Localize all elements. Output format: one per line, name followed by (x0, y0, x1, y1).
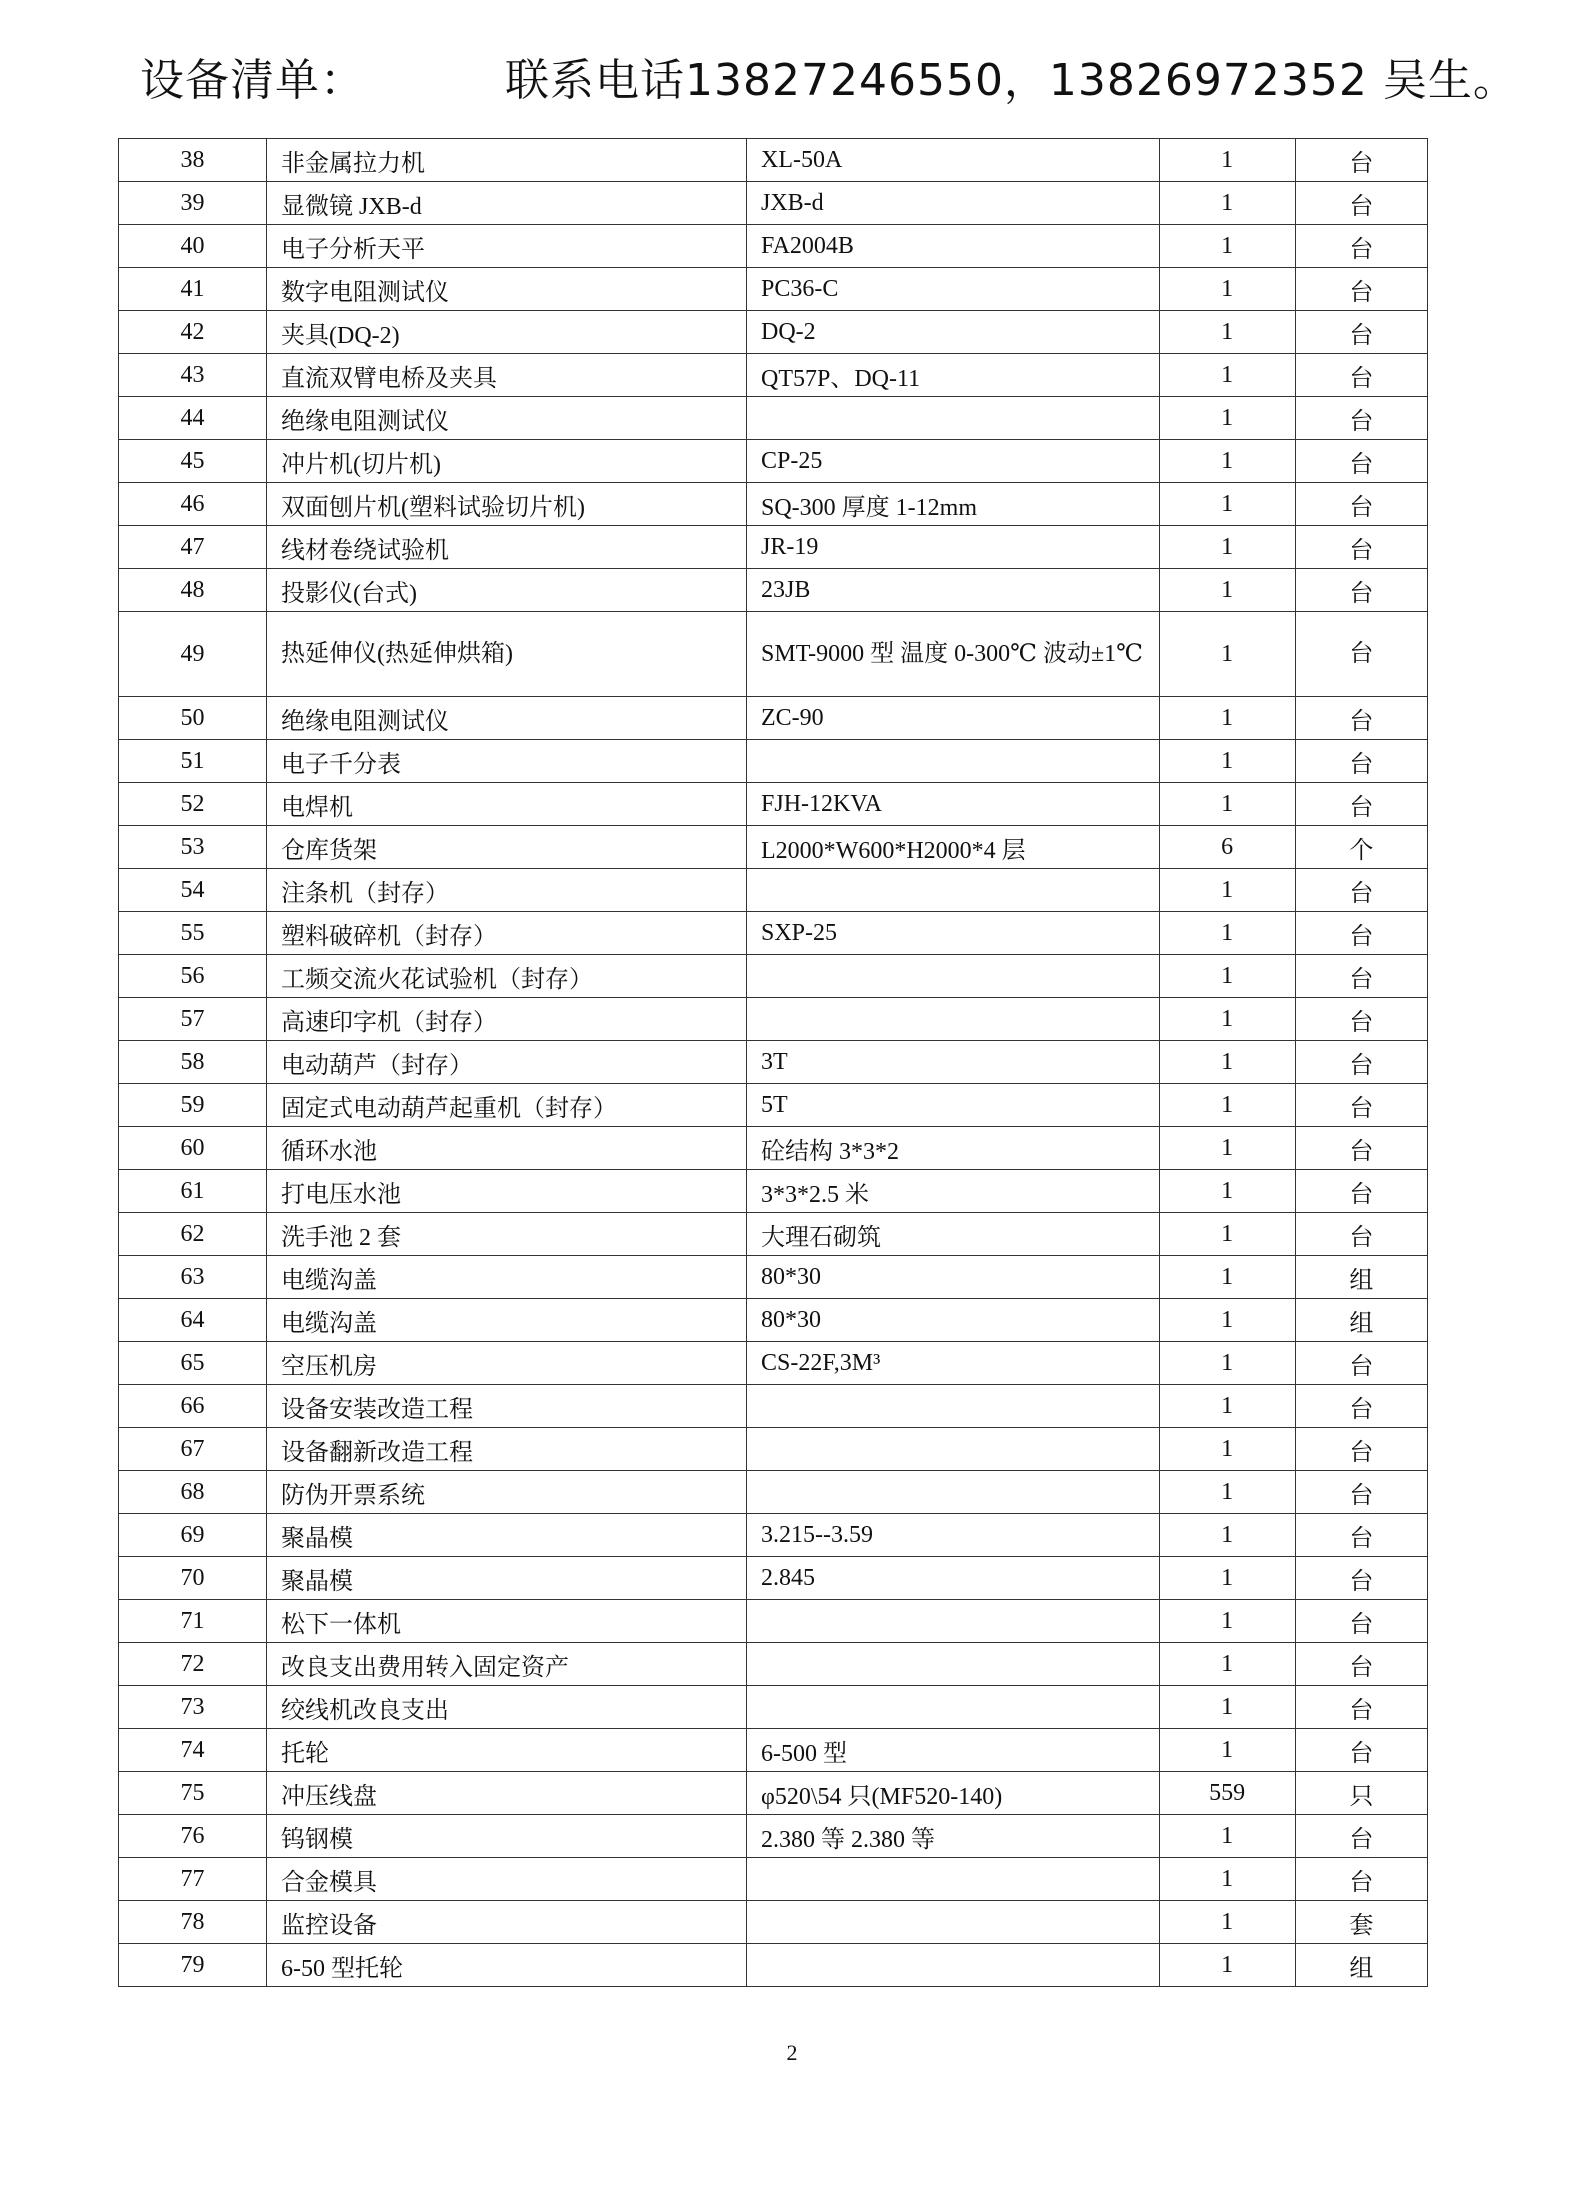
table-row (119, 268, 1428, 311)
row-number: 54 (119, 869, 267, 912)
equipment-model (747, 1686, 1160, 1729)
equipment-name: 非金属拉力机 (267, 139, 747, 182)
equipment-unit: 台 (1295, 569, 1427, 612)
table-row (119, 1299, 1428, 1342)
equipment-name: 热延伸仪(热延伸烘箱) (267, 612, 747, 697)
equipment-model: FA2004B (747, 225, 1160, 268)
equipment-model (747, 740, 1160, 783)
equipment-unit: 台 (1295, 311, 1427, 354)
equipment-unit: 个 (1295, 826, 1427, 869)
equipment-model: 3T (747, 1041, 1160, 1084)
equipment-model: 2.380 等 2.380 等 (747, 1815, 1160, 1858)
table-row (119, 354, 1428, 397)
row-number: 49 (119, 612, 267, 697)
equipment-name: 电子千分表 (267, 740, 747, 783)
equipment-name: 松下一体机 (267, 1600, 747, 1643)
equipment-model: 6-500 型 (747, 1729, 1160, 1772)
equipment-model: 3.215--3.59 (747, 1514, 1160, 1557)
table-row (119, 1127, 1428, 1170)
equipment-quantity: 1 (1159, 483, 1295, 526)
equipment-unit: 台 (1295, 268, 1427, 311)
equipment-model: PC36-C (747, 268, 1160, 311)
equipment-name: 洗手池 2 套 (267, 1213, 747, 1256)
equipment-quantity: 1 (1159, 1901, 1295, 1944)
equipment-quantity: 1 (1159, 740, 1295, 783)
equipment-quantity: 1 (1159, 1428, 1295, 1471)
table-row (119, 1428, 1428, 1471)
equipment-model (747, 1600, 1160, 1643)
row-number: 38 (119, 139, 267, 182)
equipment-quantity: 1 (1159, 1127, 1295, 1170)
equipment-unit: 台 (1295, 1084, 1427, 1127)
equipment-quantity: 1 (1159, 912, 1295, 955)
equipment-quantity: 1 (1159, 1256, 1295, 1299)
row-number: 65 (119, 1342, 267, 1385)
equipment-name: 工频交流火花试验机（封存） (267, 955, 747, 998)
equipment-unit: 台 (1295, 1600, 1427, 1643)
equipment-name: 绞线机改良支出 (267, 1686, 747, 1729)
equipment-unit: 台 (1295, 440, 1427, 483)
contact-info: 联系电话13827246550，13826972352 吴生。 (505, 55, 1518, 106)
table-row (119, 397, 1428, 440)
equipment-name: 合金模具 (267, 1858, 747, 1901)
table-row (119, 1600, 1428, 1643)
table-row (119, 1686, 1428, 1729)
table-row (119, 1729, 1428, 1772)
equipment-name: 投影仪(台式) (267, 569, 747, 612)
equipment-name: 线材卷绕试验机 (267, 526, 747, 569)
row-number: 73 (119, 1686, 267, 1729)
equipment-unit: 台 (1295, 397, 1427, 440)
equipment-quantity: 1 (1159, 526, 1295, 569)
equipment-unit: 台 (1295, 1514, 1427, 1557)
equipment-model (747, 397, 1160, 440)
equipment-model: CS-22F,3M³ (747, 1342, 1160, 1385)
table-row (119, 1471, 1428, 1514)
page-title: 设备清单： (140, 55, 365, 106)
row-number: 67 (119, 1428, 267, 1471)
row-number: 52 (119, 783, 267, 826)
table-row (119, 1170, 1428, 1213)
equipment-name: 显微镜 JXB-d (267, 182, 747, 225)
row-number: 47 (119, 526, 267, 569)
row-number: 71 (119, 1600, 267, 1643)
equipment-quantity: 1 (1159, 1729, 1295, 1772)
equipment-quantity: 1 (1159, 1858, 1295, 1901)
equipment-name: 电缆沟盖 (267, 1256, 747, 1299)
table-row (119, 1643, 1428, 1686)
equipment-unit: 台 (1295, 1643, 1427, 1686)
equipment-model: CP-25 (747, 440, 1160, 483)
equipment-unit: 台 (1295, 354, 1427, 397)
table-row (119, 612, 1428, 697)
equipment-quantity: 1 (1159, 268, 1295, 311)
table-row (119, 311, 1428, 354)
equipment-unit: 台 (1295, 612, 1427, 697)
equipment-name: 仓库货架 (267, 826, 747, 869)
table-row (119, 225, 1428, 268)
equipment-model (747, 1643, 1160, 1686)
table-row (119, 1342, 1428, 1385)
equipment-quantity: 1 (1159, 354, 1295, 397)
equipment-name: 托轮 (267, 1729, 747, 1772)
row-number: 61 (119, 1170, 267, 1213)
equipment-quantity: 1 (1159, 1471, 1295, 1514)
table-row (119, 139, 1428, 182)
table-row (119, 1772, 1428, 1815)
equipment-unit: 台 (1295, 225, 1427, 268)
equipment-unit: 台 (1295, 1385, 1427, 1428)
equipment-unit: 台 (1295, 1557, 1427, 1600)
equipment-quantity: 1 (1159, 1299, 1295, 1342)
row-number: 78 (119, 1901, 267, 1944)
equipment-unit: 台 (1295, 1127, 1427, 1170)
equipment-quantity: 1 (1159, 1084, 1295, 1127)
table-row (119, 1944, 1428, 1987)
table-row (119, 182, 1428, 225)
equipment-unit: 组 (1295, 1299, 1427, 1342)
row-number: 76 (119, 1815, 267, 1858)
equipment-name: 钨钢模 (267, 1815, 747, 1858)
equipment-unit: 台 (1295, 1815, 1427, 1858)
equipment-model: XL-50A (747, 139, 1160, 182)
equipment-unit: 套 (1295, 1901, 1427, 1944)
equipment-name: 绝缘电阻测试仪 (267, 397, 747, 440)
equipment-model (747, 1385, 1160, 1428)
equipment-quantity: 1 (1159, 311, 1295, 354)
equipment-quantity: 1 (1159, 955, 1295, 998)
row-number: 46 (119, 483, 267, 526)
equipment-quantity: 1 (1159, 1514, 1295, 1557)
row-number: 72 (119, 1643, 267, 1686)
equipment-quantity: 1 (1159, 1170, 1295, 1213)
equipment-model: JR-19 (747, 526, 1160, 569)
equipment-quantity: 1 (1159, 440, 1295, 483)
equipment-name: 电焊机 (267, 783, 747, 826)
row-number: 43 (119, 354, 267, 397)
row-number: 48 (119, 569, 267, 612)
equipment-model: φ520\54 只(MF520-140) (747, 1772, 1160, 1815)
page-number: 2 (786, 2040, 798, 2065)
equipment-model: SXP-25 (747, 912, 1160, 955)
row-number: 69 (119, 1514, 267, 1557)
equipment-model: 砼结构 3*3*2 (747, 1127, 1160, 1170)
row-number: 70 (119, 1557, 267, 1600)
equipment-model (747, 1901, 1160, 1944)
row-number: 42 (119, 311, 267, 354)
equipment-model: 3*3*2.5 米 (747, 1170, 1160, 1213)
table-row (119, 526, 1428, 569)
row-number: 59 (119, 1084, 267, 1127)
equipment-quantity: 1 (1159, 1213, 1295, 1256)
table-row (119, 1514, 1428, 1557)
equipment-unit: 台 (1295, 1428, 1427, 1471)
equipment-model: 2.845 (747, 1557, 1160, 1600)
table-row (119, 998, 1428, 1041)
equipment-unit: 台 (1295, 1686, 1427, 1729)
equipment-model: 大理石砌筑 (747, 1213, 1160, 1256)
row-number: 64 (119, 1299, 267, 1342)
equipment-unit: 台 (1295, 1471, 1427, 1514)
table-row (119, 1815, 1428, 1858)
equipment-model: 80*30 (747, 1299, 1160, 1342)
equipment-name: 注条机（封存） (267, 869, 747, 912)
equipment-unit: 台 (1295, 697, 1427, 740)
row-number: 77 (119, 1858, 267, 1901)
table-row (119, 740, 1428, 783)
equipment-table (118, 138, 1428, 1987)
row-number: 39 (119, 182, 267, 225)
equipment-name: 改良支出费用转入固定资产 (267, 1643, 747, 1686)
equipment-unit: 台 (1295, 783, 1427, 826)
table-row (119, 912, 1428, 955)
equipment-name: 冲片机(切片机) (267, 440, 747, 483)
row-number: 45 (119, 440, 267, 483)
row-number: 44 (119, 397, 267, 440)
equipment-unit: 台 (1295, 1041, 1427, 1084)
row-number: 74 (119, 1729, 267, 1772)
equipment-model (747, 869, 1160, 912)
equipment-name: 双面刨片机(塑料试验切片机) (267, 483, 747, 526)
row-number: 56 (119, 955, 267, 998)
equipment-quantity: 1 (1159, 1600, 1295, 1643)
equipment-unit: 只 (1295, 1772, 1427, 1815)
equipment-unit: 台 (1295, 1342, 1427, 1385)
equipment-quantity: 1 (1159, 397, 1295, 440)
equipment-quantity: 1 (1159, 1643, 1295, 1686)
table-row (119, 1901, 1428, 1944)
row-number: 58 (119, 1041, 267, 1084)
equipment-name: 电缆沟盖 (267, 1299, 747, 1342)
table-row (119, 783, 1428, 826)
equipment-name: 空压机房 (267, 1342, 747, 1385)
table-row (119, 697, 1428, 740)
equipment-model: QT57P、DQ-11 (747, 354, 1160, 397)
equipment-quantity: 1 (1159, 869, 1295, 912)
equipment-name: 电动葫芦（封存） (267, 1041, 747, 1084)
equipment-unit: 台 (1295, 139, 1427, 182)
equipment-unit: 台 (1295, 1858, 1427, 1901)
table-row (119, 1256, 1428, 1299)
row-number: 55 (119, 912, 267, 955)
equipment-model (747, 998, 1160, 1041)
equipment-quantity: 1 (1159, 783, 1295, 826)
equipment-name: 设备翻新改造工程 (267, 1428, 747, 1471)
equipment-quantity: 1 (1159, 1944, 1295, 1987)
table-row (119, 1385, 1428, 1428)
equipment-name: 打电压水池 (267, 1170, 747, 1213)
equipment-model: 80*30 (747, 1256, 1160, 1299)
equipment-model (747, 1428, 1160, 1471)
equipment-name: 直流双臂电桥及夹具 (267, 354, 747, 397)
equipment-quantity: 1 (1159, 1557, 1295, 1600)
equipment-unit: 台 (1295, 1729, 1427, 1772)
equipment-model (747, 955, 1160, 998)
table-row (119, 440, 1428, 483)
equipment-unit: 台 (1295, 869, 1427, 912)
equipment-unit: 组 (1295, 1944, 1427, 1987)
equipment-model: SMT-9000 型 温度 0-300℃ 波动±1℃ (747, 612, 1160, 697)
equipment-unit: 台 (1295, 740, 1427, 783)
row-number: 68 (119, 1471, 267, 1514)
equipment-quantity: 1 (1159, 139, 1295, 182)
table-row (119, 483, 1428, 526)
equipment-quantity: 559 (1159, 1772, 1295, 1815)
table-row (119, 1041, 1428, 1084)
equipment-name: 冲压线盘 (267, 1772, 747, 1815)
row-number: 79 (119, 1944, 267, 1987)
page-header (140, 44, 1518, 108)
equipment-model: DQ-2 (747, 311, 1160, 354)
row-number: 66 (119, 1385, 267, 1428)
equipment-name: 固定式电动葫芦起重机（封存） (267, 1084, 747, 1127)
equipment-model (747, 1471, 1160, 1514)
equipment-quantity: 1 (1159, 998, 1295, 1041)
equipment-model: 23JB (747, 569, 1160, 612)
row-number: 57 (119, 998, 267, 1041)
equipment-quantity: 1 (1159, 1815, 1295, 1858)
row-number: 50 (119, 697, 267, 740)
row-number: 41 (119, 268, 267, 311)
row-number: 53 (119, 826, 267, 869)
equipment-name: 夹具(DQ-2) (267, 311, 747, 354)
equipment-unit: 台 (1295, 483, 1427, 526)
equipment-name: 设备安装改造工程 (267, 1385, 747, 1428)
equipment-model: L2000*W600*H2000*4 层 (747, 826, 1160, 869)
row-number: 60 (119, 1127, 267, 1170)
table-row (119, 1858, 1428, 1901)
equipment-quantity: 1 (1159, 225, 1295, 268)
equipment-name: 聚晶模 (267, 1557, 747, 1600)
equipment-name: 绝缘电阻测试仪 (267, 697, 747, 740)
row-number: 63 (119, 1256, 267, 1299)
equipment-model: SQ-300 厚度 1-12mm (747, 483, 1160, 526)
equipment-model: FJH-12KVA (747, 783, 1160, 826)
equipment-unit: 台 (1295, 1170, 1427, 1213)
equipment-name: 循环水池 (267, 1127, 747, 1170)
table-row (119, 569, 1428, 612)
equipment-unit: 台 (1295, 955, 1427, 998)
equipment-name: 数字电阻测试仪 (267, 268, 747, 311)
equipment-quantity: 1 (1159, 1385, 1295, 1428)
table-row (119, 955, 1428, 998)
equipment-quantity: 1 (1159, 182, 1295, 225)
equipment-quantity: 1 (1159, 1686, 1295, 1729)
equipment-name: 高速印字机（封存） (267, 998, 747, 1041)
equipment-unit: 组 (1295, 1256, 1427, 1299)
equipment-unit: 台 (1295, 182, 1427, 225)
equipment-model: 5T (747, 1084, 1160, 1127)
table-row (119, 869, 1428, 912)
row-number: 62 (119, 1213, 267, 1256)
equipment-unit: 台 (1295, 1213, 1427, 1256)
row-number: 75 (119, 1772, 267, 1815)
equipment-model: JXB-d (747, 182, 1160, 225)
equipment-model (747, 1944, 1160, 1987)
equipment-model: ZC-90 (747, 697, 1160, 740)
row-number: 40 (119, 225, 267, 268)
equipment-quantity: 1 (1159, 1342, 1295, 1385)
equipment-name: 防伪开票系统 (267, 1471, 747, 1514)
equipment-quantity: 1 (1159, 697, 1295, 740)
equipment-quantity: 1 (1159, 612, 1295, 697)
table-row (119, 1084, 1428, 1127)
equipment-name: 6-50 型托轮 (267, 1944, 747, 1987)
table-row (119, 1557, 1428, 1600)
equipment-unit: 台 (1295, 912, 1427, 955)
equipment-quantity: 1 (1159, 1041, 1295, 1084)
equipment-model (747, 1858, 1160, 1901)
equipment-name: 塑料破碎机（封存） (267, 912, 747, 955)
equipment-name: 电子分析天平 (267, 225, 747, 268)
equipment-name: 聚晶模 (267, 1514, 747, 1557)
equipment-quantity: 6 (1159, 826, 1295, 869)
table-row (119, 1213, 1428, 1256)
equipment-unit: 台 (1295, 526, 1427, 569)
equipment-unit: 台 (1295, 998, 1427, 1041)
equipment-name: 监控设备 (267, 1901, 747, 1944)
table-row (119, 826, 1428, 869)
row-number: 51 (119, 740, 267, 783)
equipment-quantity: 1 (1159, 569, 1295, 612)
